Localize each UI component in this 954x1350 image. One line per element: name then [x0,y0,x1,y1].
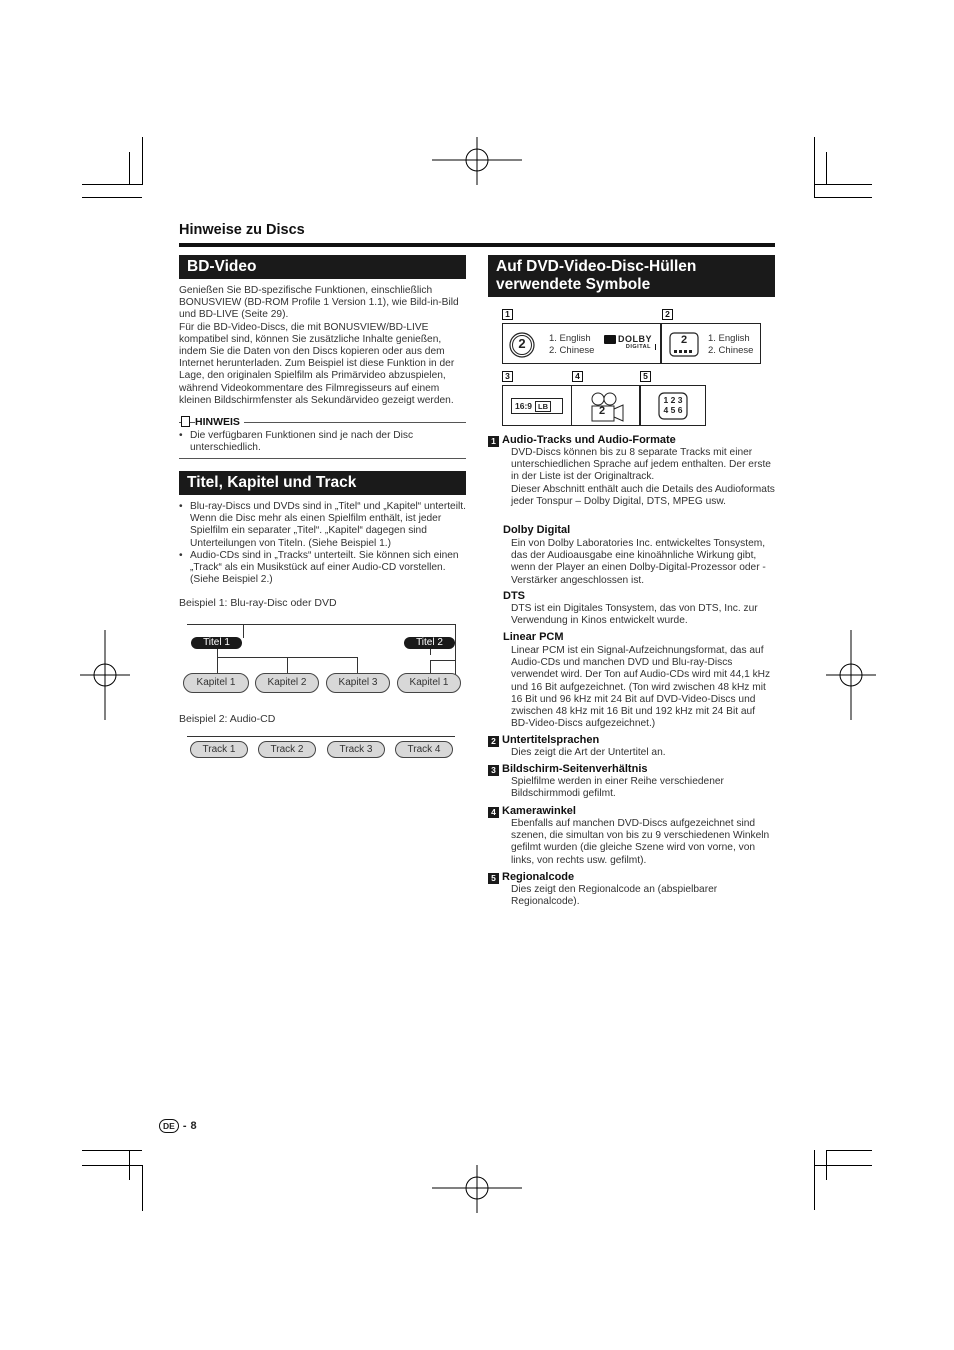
aspect-symbol-box [502,385,572,426]
symbols-title-line-1: Auf DVD-Video-Disc-Hüllen [496,258,697,275]
registration-mark-bottom [432,1165,522,1213]
section-title-bd-video: BD-Video [179,255,466,279]
page-header: Hinweise zu Discs [179,222,305,238]
header-rule [179,243,775,247]
item-number-1: 1 [488,436,499,447]
item-title-4: Kamerawinkel [502,805,576,817]
bd-video-paragraph-2: Für die BD-Video-Discs, die mit BONUSVIEW/BD-LIVE kompatibel sind, können Sie zusätzliche Inhalte genießen, indem Sie die Daten von den Discs kopieren oder aus dem Internet herunterladen. Zum Beispiel ist diese Funktion in der Lage, den originalen Spielfilm als Primärvideo abzuspielen, während Videokommentare des Filmregisseurs auf einem kleinen Bildschirmfenster als Sekundärvideo gezeigt werden. [179,321,455,406]
angle-symbol-box [571,385,640,426]
note-icon [181,416,190,427]
symbol-number-1: 1 [502,309,513,320]
audio-lang-2: 2. Chinese [549,345,595,356]
note-end-rule [179,458,466,459]
region-codes-top: 1 2 3 [663,395,683,405]
item-text-5: Dies zeigt den Regionalcode an (abspielbarer Regionalcode). [511,884,718,908]
titel-bullet-1: • Blu-ray-Discs und DVDs sind in „Titel“ und „Kapitel“ unterteilt. Wenn die Disc mehr als einen Spielfilm enthält, ist jeder Spielfilm ein separater „Titel“. „Kapitel“ dagegen sind Unterteilungen von Titeln. (Siehe Beispiel 1.) [179,501,466,550]
subitem-title-dts: DTS [503,590,525,602]
diagram-chapter-3: Kapitel 3 [326,673,390,693]
item-title-1: Audio-Tracks und Audio-Formate [502,434,676,446]
titel-bullets [179,501,466,586]
item-text-1a: DVD-Discs können bis zu 8 separate Tracks mit einer unterschiedlichen Sprache auf jedem enthalten. Der erste in der Liste ist der Originaltrack. [511,447,771,483]
item-number-3: 3 [488,765,499,776]
note-label: HINWEIS [195,416,244,428]
item-title-2: Untertitelsprachen [502,734,600,746]
example-2-label: Beispiel 2: Audio-CD [179,713,276,725]
item-text-1b: Dieser Abschnitt enthält auch die Details des Audioformats jeder Tonspur – Dolby Digital, DTS, MPEG usw. [511,483,775,507]
diagram-track-3: Track 3 [327,741,385,758]
note-text: • Die verfügbaren Funktionen sind je nach der Disc unterschiedlich. [179,430,466,454]
subtitle-count: 2 [680,334,688,346]
symbol-number-3: 3 [502,371,513,382]
dolby-logo [604,334,656,350]
bd-video-text [179,285,466,407]
page-number: 8 [190,1120,197,1132]
footer-separator: - [182,1120,187,1132]
dolby-text: DOLBY [618,334,652,344]
region-codes-bottom: 4 5 6 [663,405,683,415]
symbols-title-line-2: verwendete Symbole [496,276,651,293]
titel-bullet-2: • Audio-CDs sind in „Tracks“ unterteilt. Sie können sich einen „Track“ als ein Musikstück auf einer Audio-CD vorstellen. (Siehe Beispiel 2.) [179,550,466,587]
note-header [179,416,466,428]
symbol-number-5: 5 [640,371,651,382]
section-title-titel: Titel, Kapitel und Track [179,471,466,495]
region-symbol-box [640,385,706,426]
item-text-1 [511,447,775,508]
diagram-chapter-1: Kapitel 1 [183,673,249,693]
dolby-icon [604,335,616,344]
item-text-3: Spielfilme werden in einer Reihe verschiedener Bildschirmmodi gefilmt. [511,776,724,800]
subitem-title-lpcm: Linear PCM [503,631,564,643]
dolby-sub: DIGITAL [604,344,656,350]
subitem-text-dts: DTS ist ein Digitales Tonsystem, das von DTS, Inc. zur Verwendung in Kinos entwickelt wurde. [511,603,758,627]
diagram-chapter-4: Kapitel 1 [397,673,461,693]
item-number-5: 5 [488,873,499,884]
audio-track-count: 2 [518,336,526,351]
item-title-3: Bildschirm-Seitenverhältnis [502,763,648,775]
diagram-title-2: Titel 2 [404,637,455,649]
diagram-track-2: Track 2 [258,741,316,758]
item-text-4: Ebenfalls auf manchen DVD-Discs aufgezeichnet sind szenen, die simultan von bis zu 9 verschiedenen Winkeln gefilmt wurden (die gleiche Szene wird von vorne, von links, von rechts usw. gefilmt). [511,818,770,866]
language-badge: DE [159,1119,179,1133]
symbol-number-2: 2 [662,309,673,320]
registration-mark-left [80,630,130,720]
aspect-lb-label: LB [535,401,551,412]
note-body [179,430,466,454]
audio-symbol-box [502,323,661,364]
registration-mark-right [826,630,876,720]
subtitle-lang-1: 1. English [708,333,750,344]
section-title-symbols [488,255,775,297]
subtitle-symbol-box [661,323,761,364]
subitem-text-lpcm: Linear PCM ist ein Signal-Aufzeichnungsformat, das auf Audio-CDs und manchen DVD und Blu-ray-Discs verwendet wird. Der Ton auf Audio-CDs wird mit 44,1 kHz und 16 Bit aufgezeichnet. (Ton wird zwischen 48 kHz mit 16 Bit und 96 kHz mit 24 Bit auf DVD-Video-Discs und zwischen 48 kHz mit 16 Bit und 192 kHz mit 24 Bit auf BD-Video-Discs aufgezeichnet.) [511,645,771,730]
registration-mark-top [432,137,522,185]
example-1-label: Beispiel 1: Blu-ray-Disc oder DVD [179,597,337,609]
aspect-ratio-label: 16:9 [515,401,533,411]
audio-lang-1: 1. English [549,333,591,344]
page-footer [159,1119,197,1133]
diagram-track-4: Track 4 [395,741,453,758]
symbol-number-4: 4 [572,371,583,382]
subitem-title-dolby: Dolby Digital [503,524,571,536]
subitem-text-dolby: Ein von Dolby Laboratories Inc. entwickeltes Tonsystem, das der Audioausgabe eine kinoähnliche Wirkung gibt, wenn der Player an einen Dolby-Digital-Prozessor oder -Verstärker angeschlossen ist. [511,538,766,586]
diagram-track-1: Track 1 [190,741,248,758]
item-text-2: Dies zeigt die Art der Untertitel an. [511,747,666,758]
diagram-title-1: Titel 1 [191,637,242,649]
diagram-chapter-2: Kapitel 2 [255,673,319,693]
item-number-2: 2 [488,736,499,747]
subtitle-lang-2: 2. Chinese [708,345,754,356]
bd-video-paragraph-1: Genießen Sie BD-spezifische Funktionen, einschließlich BONUSVIEW (BD-ROM Profile 1 Version 1.1), wie Bild-in-Bild und BD-LIVE (Seite 29). [179,285,459,321]
item-number-4: 4 [488,807,499,818]
angle-count: 2 [598,405,606,417]
item-title-5: Regionalcode [502,871,575,883]
